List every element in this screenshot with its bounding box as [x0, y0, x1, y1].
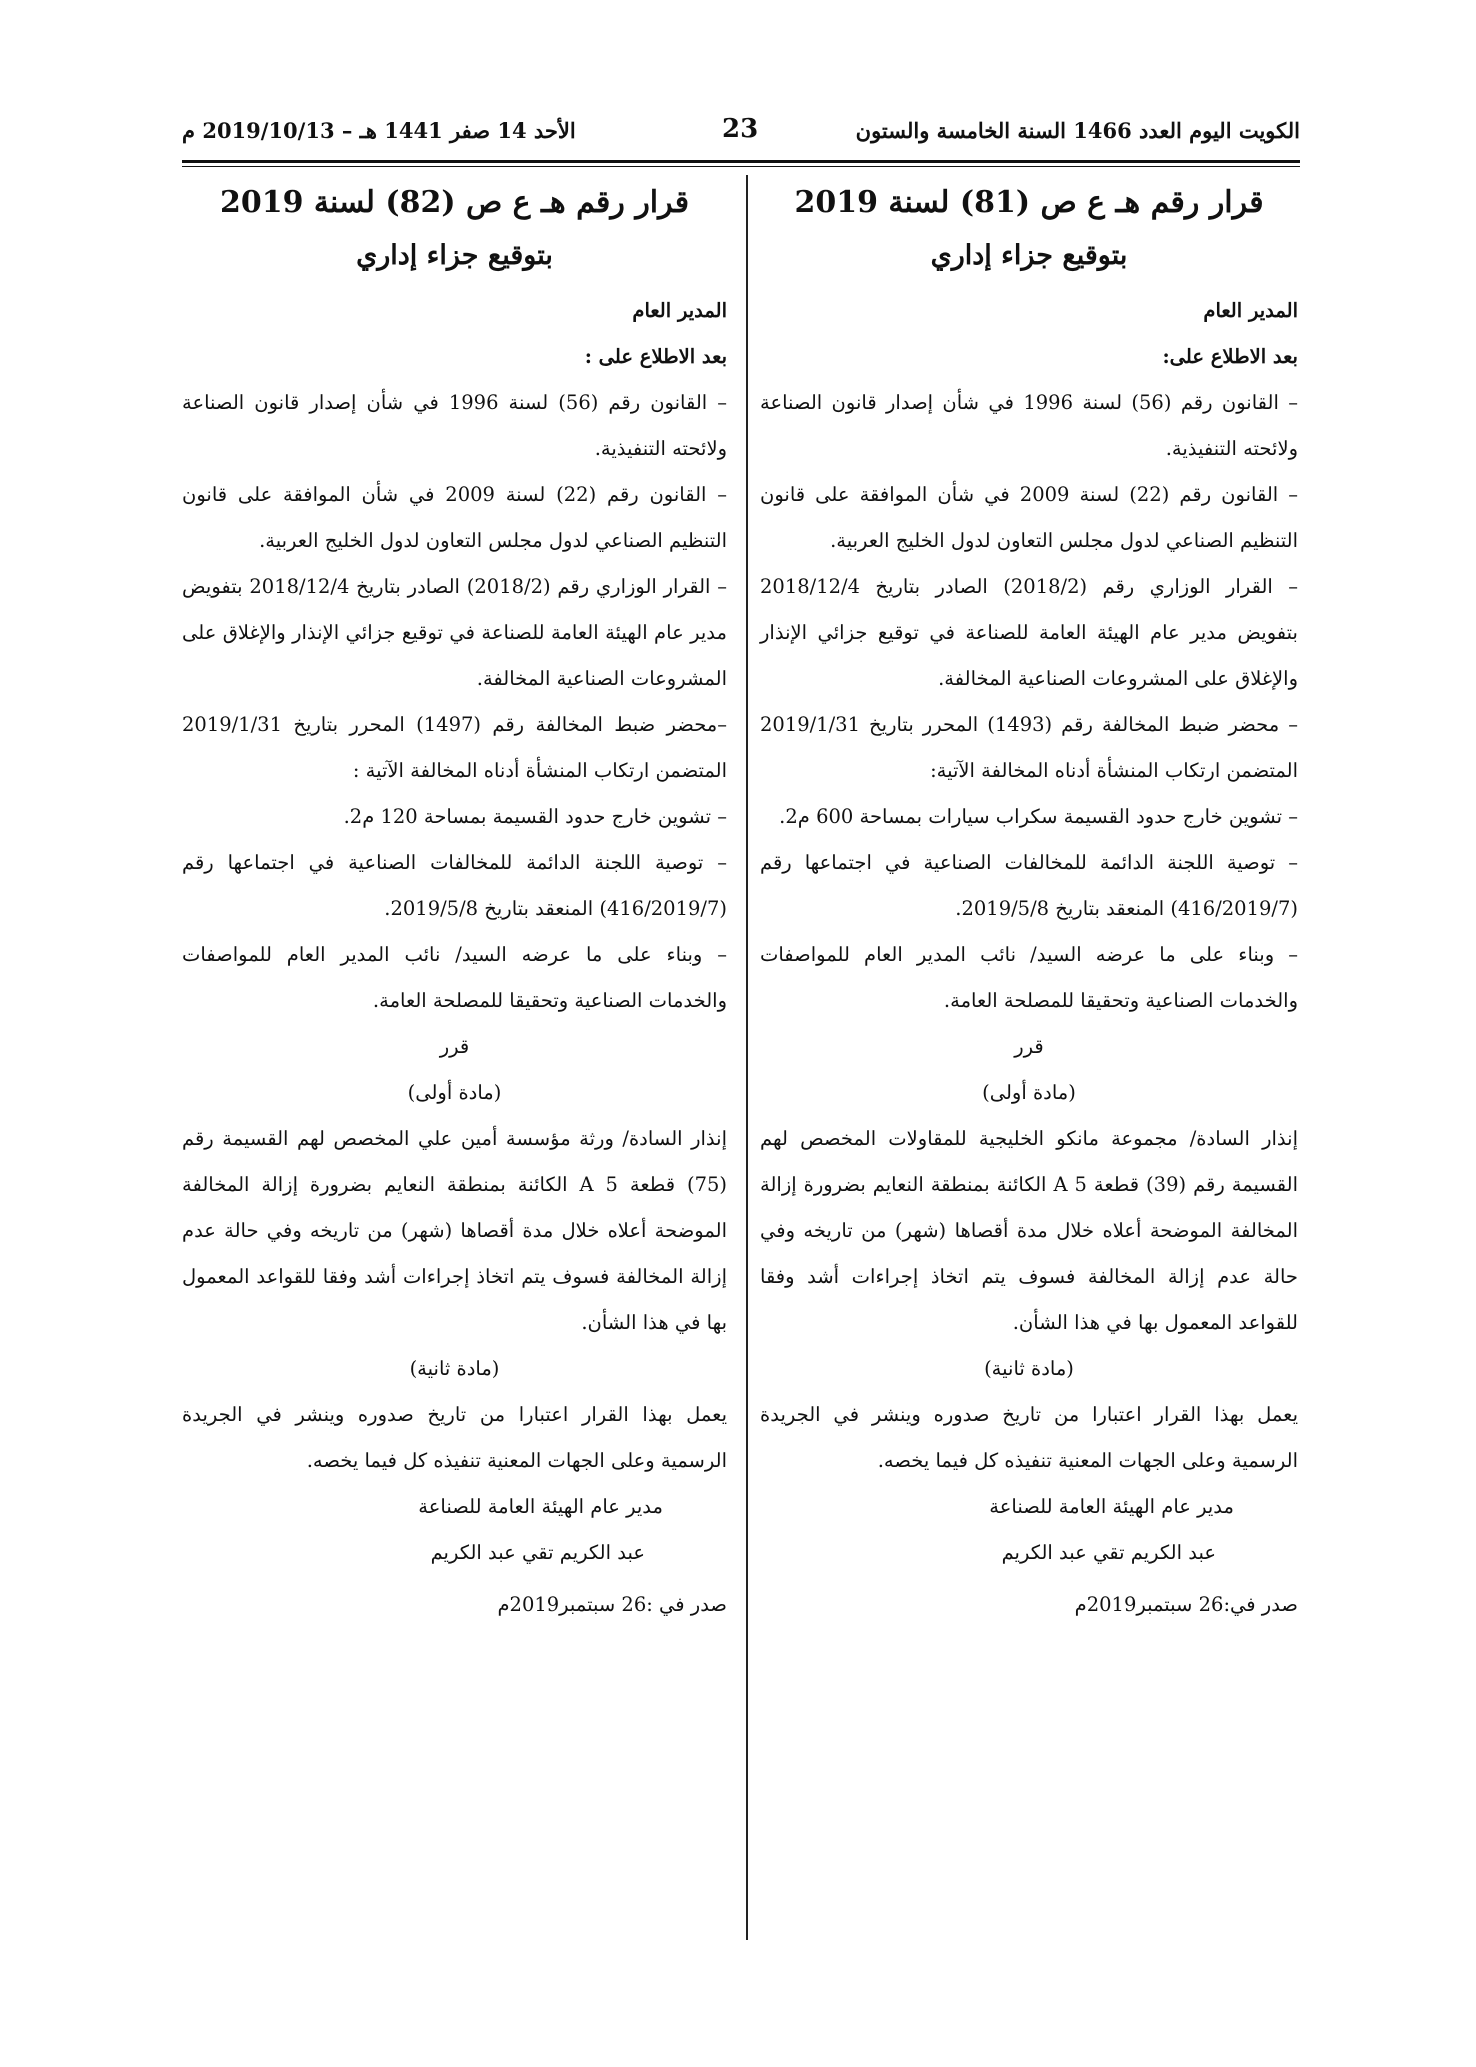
director-label: المدير العام	[1203, 299, 1298, 322]
preamble-paragraph: – القانون رقم (56) لسنة 1996 في شأن إصدار قانون الصناعة ولائحته التنفيذية.	[760, 391, 1299, 460]
preamble-paragraph: – القرار الوزاري رقم (2018/2) الصادر بتاريخ 2018/12/4 بتفويض مدير عام الهيئة العامة للصناعة في توقيع جزائي الإنذار والإغلاق على المشروعات الصناعية المخالفة.	[182, 575, 728, 690]
preamble-paragraph: – توصية اللجنة الدائمة للمخالفات الصناعية في اجتماعها رقم (416/2019/7) المنعقد بتاريخ 2019/5/8.	[182, 851, 727, 920]
preamble-paragraph: – تشوين خارج حدود القسيمة سكراب سيارات بمساحة 600 م2.	[779, 805, 1298, 828]
decision-subtitle: بتوقيع جزاء إداري	[356, 240, 553, 271]
decision-title: قرار رقم هـ ع ص (81) لسنة 2019	[794, 185, 1264, 220]
decision-subtitle: بتوقيع جزاء إداري	[930, 240, 1128, 271]
preamble-paragraph: – القرار الوزاري رقم (2018/2) الصادر بتاريخ 2018/12/4 بتفويض مدير عام الهيئة العامة للصناعة في توقيع جزائي الإنذار والإغلاق على المشروعات الصناعية المخالفة.	[760, 575, 1299, 690]
issued-date: صدر في:26 سبتمبر2019م	[1074, 1593, 1298, 1616]
after-review-label: بعد الاطلاع على :	[584, 345, 727, 368]
article-1-text: إنذار السادة/ مجموعة مانكو الخليجية للمقاولات المخصص لهم القسيمة رقم (39) قطعة A 5 الكائنة بمنطقة النعايم بضرورة إزالة المخالفة الموضحة أعلاه خلال مدة أقصاها (شهر) من تاريخه وفي حالة عدم إزالة المخالفة فسوف يتم اتخاذ إجراءات أشد وفقا للقواعد المعمول بها في هذا الشأن.	[760, 1127, 1298, 1334]
preamble-paragraph: – القانون رقم (22) لسنة 2009 في شأن الموافقة على قانون التنظيم الصناعي لدول مجلس التعاون لدول الخليج العربية.	[182, 483, 727, 552]
article-2-text: يعمل بهذا القرار اعتبارا من تاريخ صدوره وينشر في الجريدة الرسمية وعلى الجهات المعنية تنفيذه كل فيما يخصه.	[182, 1403, 727, 1472]
decision-82	[182, 176, 727, 1628]
decided-label: قرر	[1014, 1035, 1044, 1058]
signatory-name: عبد الكريم تقي عبد الكريم	[1001, 1541, 1216, 1564]
preamble-paragraph: – وبناء على ما عرضه السيد/ نائب المدير العام للمواصفات والخدمات الصناعية وتحقيقا للمصلحة العامة.	[760, 943, 1298, 1012]
decision-81	[760, 176, 1298, 1628]
signatory-title: مدير عام الهيئة العامة للصناعة	[418, 1495, 663, 1518]
column-divider	[746, 175, 748, 1940]
decision-title: قرار رقم هـ ع ص (82) لسنة 2019	[219, 185, 690, 220]
page-number: 23	[722, 114, 759, 144]
article-1-heading: (مادة أولى)	[407, 1081, 502, 1104]
preamble-paragraph: – القانون رقم (22) لسنة 2009 في شأن الموافقة على قانون التنظيم الصناعي لدول مجلس التعاون لدول الخليج العربية.	[760, 483, 1299, 552]
article-2-heading: (مادة ثانية)	[409, 1357, 500, 1380]
signatory-title: مدير عام الهيئة العامة للصناعة	[989, 1495, 1234, 1518]
article-2-heading: (مادة ثانية)	[984, 1357, 1074, 1380]
header-rule-thin	[182, 166, 1300, 167]
preamble-paragraph: –محضر ضبط المخالفة رقم (1497) المحرر بتاريخ 2019/1/31 المتضمن ارتكاب المنشأة أدناه المخالفة الآتية :	[182, 713, 727, 782]
issued-date: صدر في :26 سبتمبر2019م	[497, 1593, 727, 1616]
preamble-paragraph: – توصية اللجنة الدائمة للمخالفات الصناعية في اجتماعها رقم (416/2019/7) المنعقد بتاريخ 2019/5/8.	[760, 851, 1298, 920]
gazette-issue-info: الكويت اليوم العدد 1466 السنة الخامسة والستون	[855, 118, 1300, 143]
preamble-paragraph: – تشوين خارج حدود القسيمة بمساحة 120 م2.	[343, 805, 727, 828]
article-1-heading: (مادة أولى)	[982, 1081, 1076, 1104]
after-review-label: بعد الاطلاع على:	[1162, 345, 1298, 368]
preamble-paragraph: – القانون رقم (56) لسنة 1996 في شأن إصدار قانون الصناعة ولائحته التنفيذية.	[182, 391, 728, 460]
preamble-paragraph: – محضر ضبط المخالفة رقم (1493) المحرر بتاريخ 2019/1/31 المتضمن ارتكاب المنشأة أدناه المخالفة الآتية:	[760, 713, 1298, 782]
page-header	[182, 114, 1300, 158]
preamble-paragraph: – وبناء على ما عرضه السيد/ نائب المدير العام للمواصفات والخدمات الصناعية وتحقيقا للمصلحة العامة.	[182, 943, 727, 1012]
header-rule-thick	[182, 160, 1300, 163]
signatory-name: عبد الكريم تقي عبد الكريم	[430, 1541, 645, 1564]
director-label: المدير العام	[632, 299, 727, 322]
issue-date: الأحد 14 صفر 1441 هـ – 2019/10/13 م	[182, 118, 576, 143]
article-2-text: يعمل بهذا القرار اعتبارا من تاريخ صدوره وينشر في الجريدة الرسمية وعلى الجهات المعنية تنفيذه كل فيما يخصه.	[760, 1403, 1298, 1472]
decided-label: قرر	[439, 1035, 470, 1058]
article-1-text: إنذار السادة/ ورثة مؤسسة أمين علي المخصص لهم القسيمة رقم (75) قطعة A 5 الكائنة بمنطقة النعايم بضرورة إزالة المخالفة الموضحة أعلاه خلال مدة أقصاها (شهر) من تاريخه وفي حالة عدم إزالة المخالفة فسوف يتم اتخاذ إجراءات أشد وفقا للقواعد المعمول بها في هذا الشأن.	[182, 1127, 728, 1334]
